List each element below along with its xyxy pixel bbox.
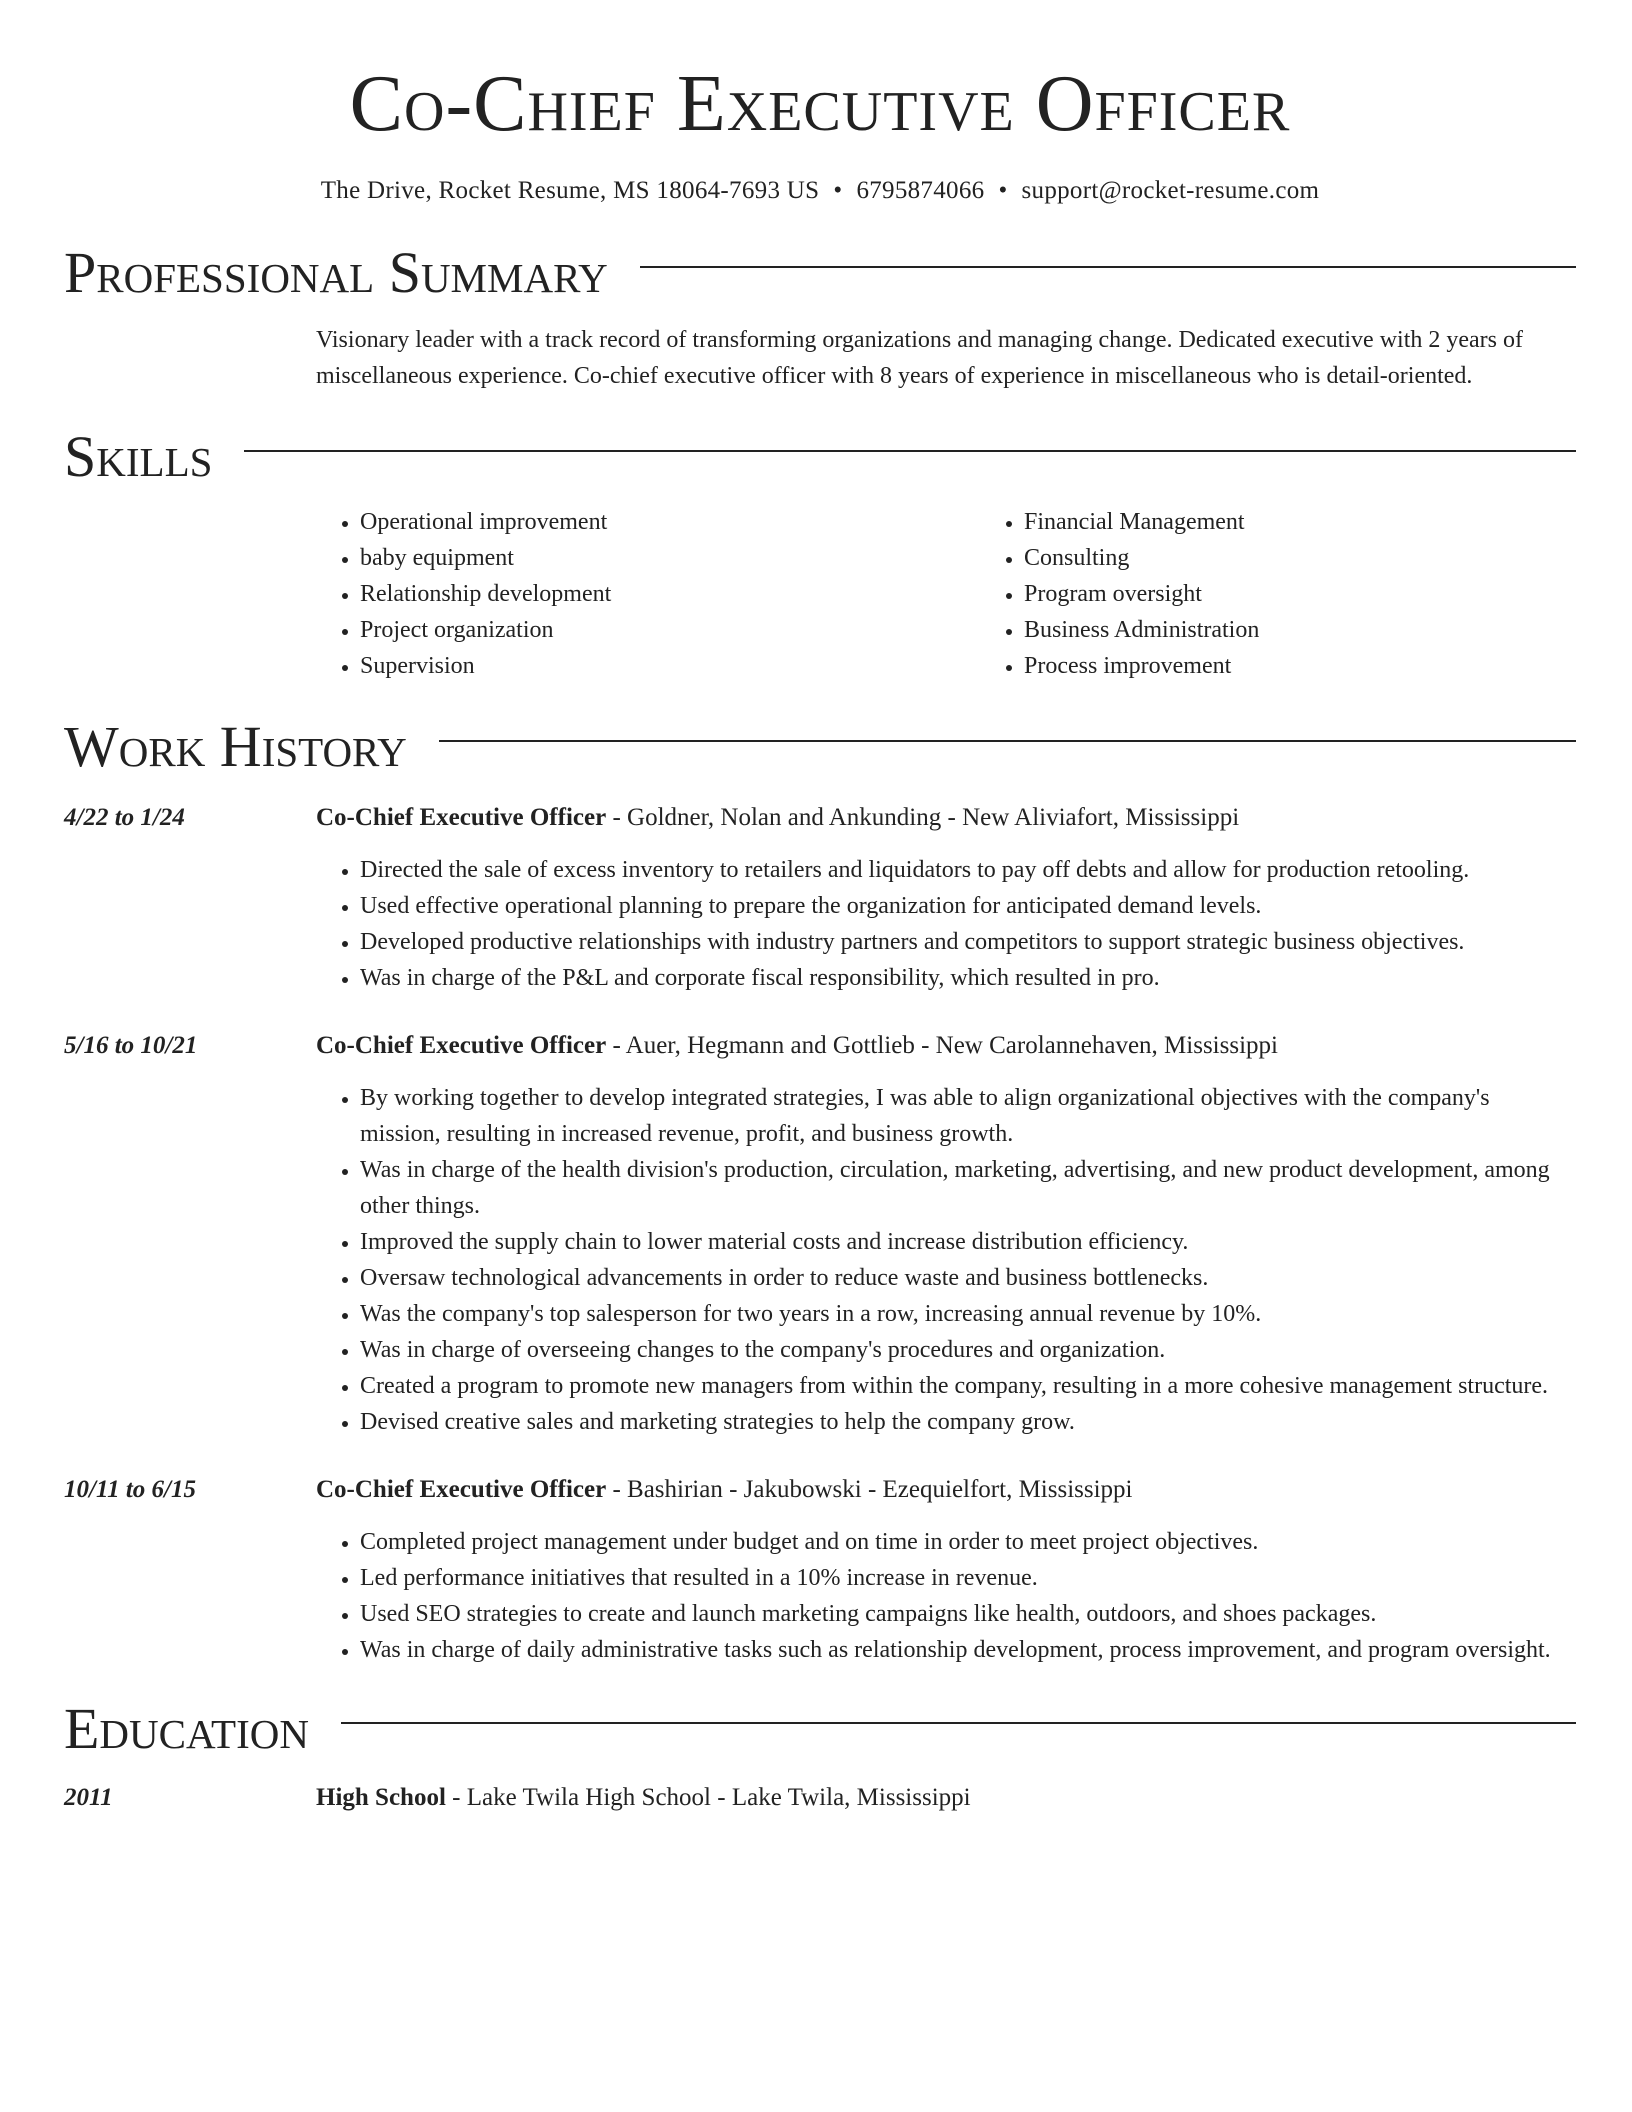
job-entry	[64, 1028, 1576, 1440]
job-details	[316, 800, 1576, 996]
education-degree: High School	[316, 1784, 446, 1811]
job-bullet: • Was in charge of the health division's production, circulation, marketing, advertising, and new product development, among other things.	[360, 1152, 1576, 1224]
skill-item: • Relationship development	[360, 576, 980, 612]
skill-item: • Project organization	[360, 612, 980, 648]
contact-email: support@rocket-resume.com	[1021, 177, 1320, 204]
skill-item: • Financial Management	[1024, 504, 1632, 540]
job-employer: - Auer, Hegmann and Gottlieb - New Carolannehaven, Mississippi	[606, 1032, 1278, 1059]
contact-address: The Drive, Rocket Resume, MS 18064-7693 US	[320, 177, 820, 204]
skill-item: • Business Administration	[1024, 612, 1632, 648]
section-heading: Education	[64, 1696, 309, 1761]
skill-item: • Supervision	[360, 648, 980, 684]
section-work-header	[64, 712, 1576, 782]
summary-text: Visionary leader with a track record of transforming organizations and managing change. Dedicated executive with 2 years of miscellaneous experience. Co-chief executive officer with 8 years of experience in miscellaneous who is detail-oriented.	[316, 327, 1523, 389]
job-title-line	[316, 800, 1576, 836]
job-employer: - Goldner, Nolan and Ankunding - New Aliviafort, Mississippi	[606, 804, 1240, 831]
job-dates: 4/22 to 1/24	[64, 804, 185, 831]
job-entry	[64, 1472, 1576, 1668]
resume-page	[64, 0, 1576, 1816]
job-bullet: • Created a program to promote new managers from within the company, resulting in a more cohesive management structure.	[360, 1368, 1576, 1404]
job-bullet: • Oversaw technological advancements in order to reduce waste and business bottlenecks.	[360, 1260, 1576, 1296]
section-divider	[244, 450, 1576, 452]
contact-separator: •	[833, 177, 843, 204]
section-heading: Professional Summary	[64, 240, 608, 305]
job-bullet: • Used SEO strategies to create and launch marketing campaigns like health, outdoors, and shoes packages.	[360, 1596, 1576, 1632]
job-bullet: • Improved the supply chain to lower material costs and increase distribution efficiency.	[360, 1224, 1576, 1260]
summary-spacer	[64, 322, 316, 394]
job-bullet: • By working together to develop integrated strategies, I was able to align organizational objectives with the company's mission, resulting in increased revenue, profit, and business growth.	[360, 1080, 1576, 1152]
job-title-line	[316, 1028, 1576, 1064]
job-bullet: • Developed productive relationships with industry partners and competitors to support strategic business objectives.	[360, 924, 1576, 960]
job-bullet: • Was the company's top salesperson for two years in a row, increasing annual revenue by 10%.	[360, 1296, 1576, 1332]
job-bullets	[316, 1080, 1576, 1440]
contact-line	[64, 174, 1576, 208]
job-bullet: • Directed the sale of excess inventory to retailers and liquidators to pay off debts and allow for production retooling.	[360, 852, 1576, 888]
section-heading: Work History	[64, 714, 407, 779]
job-bullet: • Used effective operational planning to prepare the organization for anticipated demand levels.	[360, 888, 1576, 924]
skills-list-left	[316, 504, 980, 684]
resume-name: Co-Chief Executive Officer	[349, 60, 1291, 148]
contact-phone: 6795874066	[856, 177, 985, 204]
skill-item: • baby equipment	[360, 540, 980, 576]
job-title-line	[316, 1472, 1576, 1508]
job-title: Co-Chief Executive Officer	[316, 1032, 607, 1059]
job-bullet: • Led performance initiatives that resulted in a 10% increase in revenue.	[360, 1560, 1576, 1596]
skill-item: • Operational improvement	[360, 504, 980, 540]
section-summary-header	[64, 238, 1576, 308]
skill-item: • Program oversight	[1024, 576, 1632, 612]
section-heading: Skills	[64, 424, 213, 489]
section-education-header	[64, 1694, 1576, 1764]
job-employer: - Bashirian - Jakubowski - Ezequielfort, Mississippi	[606, 1476, 1133, 1503]
summary-row	[64, 322, 1576, 394]
job-dates: 10/11 to 6/15	[64, 1476, 196, 1503]
contact-separator: •	[998, 177, 1008, 204]
job-bullets	[316, 1524, 1576, 1668]
job-bullet: • Devised creative sales and marketing strategies to help the company grow.	[360, 1404, 1576, 1440]
skills-columns	[316, 504, 1632, 684]
job-bullets	[316, 852, 1576, 996]
section-divider	[341, 1722, 1576, 1724]
skills-row	[64, 492, 1576, 684]
skills-spacer	[64, 492, 316, 684]
section-skills-header	[64, 422, 1576, 492]
job-title: Co-Chief Executive Officer	[316, 804, 607, 831]
job-bullet: • Completed project management under budget and on time in order to meet project objectives.	[360, 1524, 1576, 1560]
education-entry	[64, 1780, 1576, 1816]
education-details	[316, 1780, 1576, 1816]
skills-list-right	[980, 504, 1632, 684]
job-title: Co-Chief Executive Officer	[316, 1476, 607, 1503]
job-bullet: • Was in charge of daily administrative tasks such as relationship development, process improvement, and program oversight.	[360, 1632, 1576, 1668]
job-entry	[64, 800, 1576, 996]
job-details	[316, 1472, 1576, 1668]
skill-item: • Process improvement	[1024, 648, 1632, 684]
job-dates: 5/16 to 10/21	[64, 1032, 198, 1059]
education-school: - Lake Twila High School - Lake Twila, Mississippi	[445, 1784, 971, 1811]
job-bullet: • Was in charge of overseeing changes to the company's procedures and organization.	[360, 1332, 1576, 1368]
skill-item: • Consulting	[1024, 540, 1632, 576]
job-details	[316, 1028, 1576, 1440]
job-bullet: • Was in charge of the P&L and corporate fiscal responsibility, which resulted in pro.	[360, 960, 1576, 996]
section-divider	[640, 266, 1576, 268]
section-divider	[439, 740, 1576, 742]
education-year: 2011	[64, 1784, 113, 1811]
